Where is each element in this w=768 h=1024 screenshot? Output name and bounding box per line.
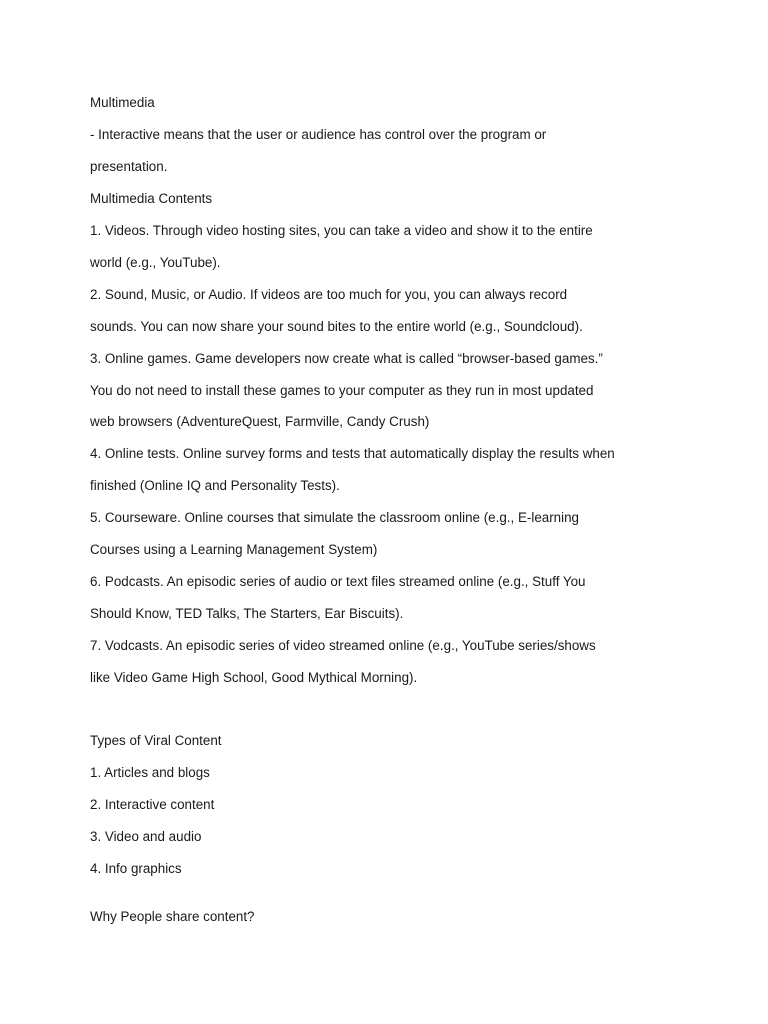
list-item-line: Should Know, TED Talks, The Starters, Ear Biscuits). (90, 606, 404, 621)
list-item-line: Courses using a Learning Management System) (90, 542, 378, 557)
heading-multimedia-contents: Multimedia Contents (90, 191, 213, 206)
list-item-line: sounds. You can now share your sound bites to the entire world (e.g., Soundcloud). (90, 319, 583, 334)
list-item-line: 4. Info graphics (90, 861, 182, 876)
list-item-line: web browsers (AdventureQuest, Farmville, Candy Crush) (90, 414, 430, 429)
list-item-line: 5. Courseware. Online courses that simulate the classroom online (e.g., E-learning (90, 510, 579, 525)
list-item-line: like Video Game High School, Good Mythical Morning). (90, 670, 418, 685)
paragraph-line: presentation. (90, 159, 168, 174)
heading-types-of-viral-content: Types of Viral Content (90, 733, 222, 748)
list-item-line: 2. Interactive content (90, 797, 215, 812)
list-item-line: world (e.g., YouTube). (90, 255, 221, 270)
list-item-line: 4. Online tests. Online survey forms and tests that automatically display the results when (90, 446, 615, 461)
list-item-line: 3. Online games. Game developers now create what is called “browser-based games.” (90, 351, 603, 366)
list-item-line: 3. Video and audio (90, 829, 202, 844)
list-item-line: 2. Sound, Music, or Audio. If videos are too much for you, you can always record (90, 287, 568, 302)
paragraph-line: - Interactive means that the user or audience has control over the program or (90, 127, 547, 142)
heading-why-people-share: Why People share content? (90, 909, 255, 924)
list-item-line: 1. Articles and blogs (90, 765, 210, 780)
list-item-line: You do not need to install these games to your computer as they run in most updated (90, 383, 594, 398)
list-item-line: 6. Podcasts. An episodic series of audio or text files streamed online (e.g., Stuff You (90, 574, 586, 589)
list-item-line: finished (Online IQ and Personality Tests). (90, 478, 340, 493)
list-item-line: 1. Videos. Through video hosting sites, you can take a video and show it to the entire (90, 223, 593, 238)
list-item-line: 7. Vodcasts. An episodic series of video streamed online (e.g., YouTube series/shows (90, 638, 596, 653)
heading-multimedia: Multimedia (90, 95, 155, 110)
